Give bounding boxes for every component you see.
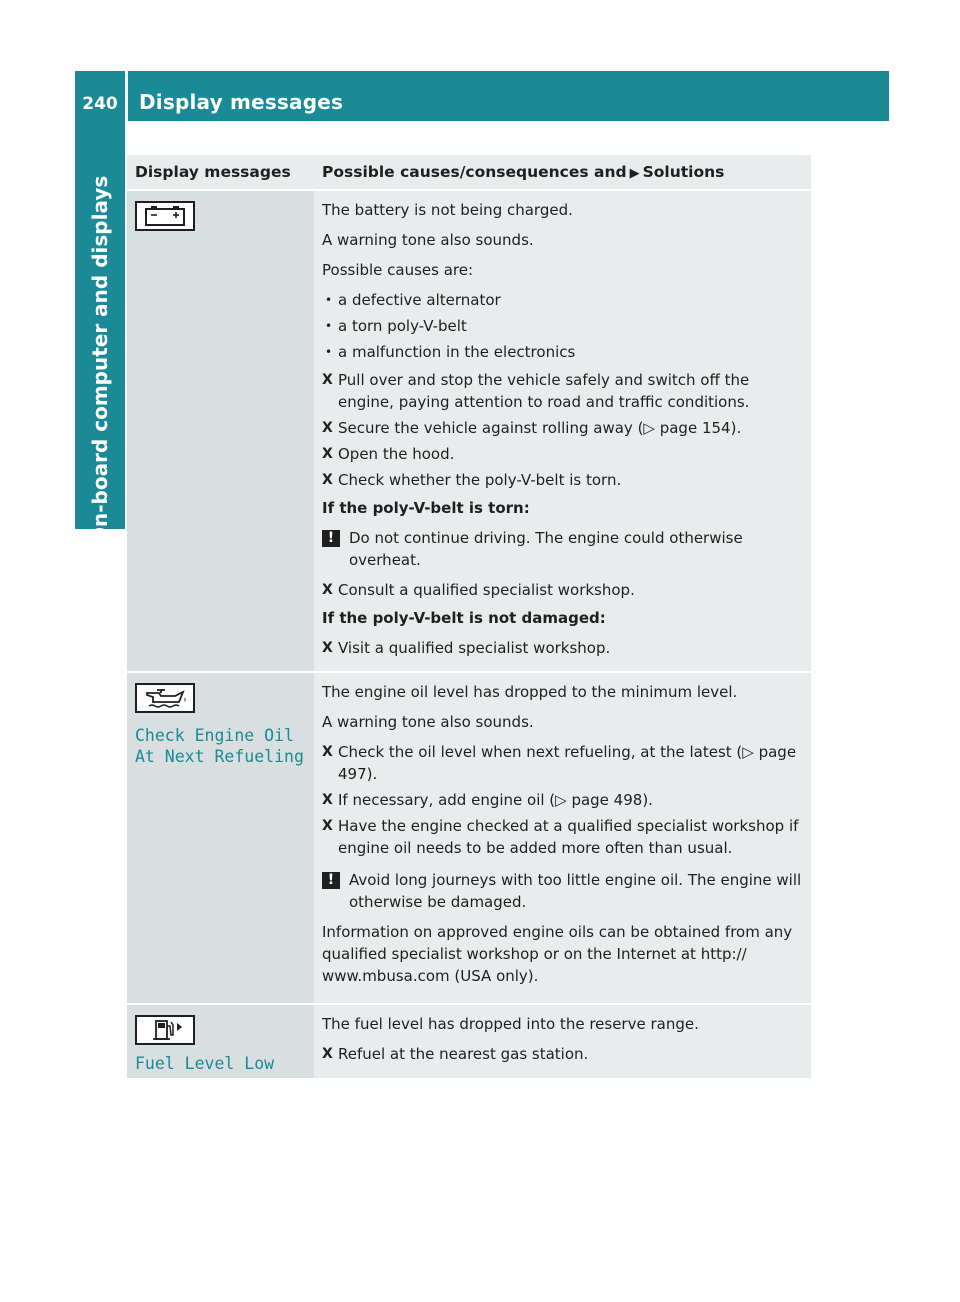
action-step: X Open the hood. bbox=[322, 443, 803, 465]
table-row bbox=[127, 672, 811, 1004]
list-item: • a malfunction in the electronics bbox=[322, 341, 803, 363]
action-step: X Pull over and stop the vehicle safely and switch off the engine, paying attention to road and traffic conditions. bbox=[322, 369, 803, 413]
column-header-messages: Display messages bbox=[127, 155, 314, 190]
message-cell bbox=[127, 1004, 314, 1078]
oil-can-icon bbox=[135, 683, 195, 713]
condition-heading: If the poly-V-belt is torn: bbox=[322, 499, 530, 517]
fuel-pump-icon bbox=[135, 1015, 195, 1045]
action-step: X Refuel at the nearest gas station. bbox=[322, 1043, 803, 1065]
action-step: X Visit a qualified specialist workshop. bbox=[322, 637, 803, 659]
list-item: • a torn poly-V-belt bbox=[322, 315, 803, 337]
warning-icon: ! bbox=[322, 530, 340, 547]
battery-icon bbox=[135, 201, 195, 231]
action-step: X Check the oil level when next refueling, at the latest (▷ page 497). bbox=[322, 741, 803, 785]
action-step: X Have the engine checked at a qualified specialist workshop if engine oil needs to be added more often than usual. bbox=[322, 815, 803, 859]
display-text: Fuel Level Low bbox=[135, 1054, 275, 1073]
table-header-row bbox=[127, 155, 811, 190]
solution-cell: The engine oil level has dropped to the minimum level. A warning tone also sounds. X Check the oil level when next refueling, at the latest (▷ page 497). X If necessary, add engine oil (▷ page 498). X Have the engine checked at a qualified specialist workshop if engine oil needs to be added more often than usual. ! Avoid long journeys with too little engine oil. The engine will otherwise be damaged. Information on approved engine oils can be obtained from any qualified specialist workshop or on the Internet at http:// www.mbusa.com (USA only). bbox=[314, 672, 811, 1004]
message-cell bbox=[127, 190, 314, 672]
page-title: Display messages bbox=[139, 90, 344, 114]
display-text: Check Engine Oil At Next Refueling bbox=[135, 726, 304, 766]
table-row bbox=[127, 1004, 811, 1078]
column-header-solutions: Possible causes/consequences and ▶ Solutions bbox=[314, 155, 811, 190]
list-item: • a defective alternator bbox=[322, 289, 803, 311]
side-tab bbox=[75, 71, 125, 544]
action-step: X Consult a qualified specialist workshop. bbox=[322, 579, 803, 601]
solution-cell: The fuel level has dropped into the reserve range. X Refuel at the nearest gas station. bbox=[314, 1004, 811, 1078]
arrow-right-icon: ▶ bbox=[629, 166, 640, 181]
page-number: 240 bbox=[82, 94, 118, 114]
solution-cell: The battery is not being charged. A warning tone also sounds. Possible causes are: • a defective alternator • a torn poly-V-belt • a malfunction in the electronics X Pull over and stop the vehicle safely and switch off the engine, paying attention to road and traffic conditions. X Secure the vehicle against rolling away (▷ page 154). X Open the hood. X Check whether the poly-V-belt is torn. If the poly-V-belt is torn: ! Do not continue driving. The engine could otherwise overheat. X Consult a qualified specialist workshop. If the poly-V-belt is not damaged: X Visit a qualified specialist workshop. bbox=[314, 190, 811, 672]
warning-icon: ! bbox=[322, 872, 340, 889]
message-cell bbox=[127, 672, 314, 1004]
condition-heading: If the poly-V-belt is not damaged: bbox=[322, 609, 606, 627]
warning-note: ! Avoid long journeys with too little engine oil. The engine will otherwise be damaged. bbox=[322, 869, 803, 913]
action-step: X If necessary, add engine oil (▷ page 498). bbox=[322, 789, 803, 811]
display-messages-table bbox=[127, 155, 811, 1078]
table-row bbox=[127, 190, 811, 672]
chapter-title: On-board computer and displays bbox=[88, 175, 112, 544]
warning-note: ! Do not continue driving. The engine could otherwise overheat. bbox=[322, 527, 803, 571]
header-bar bbox=[128, 71, 889, 121]
action-step: X Secure the vehicle against rolling away (▷ page 154). bbox=[322, 417, 803, 439]
action-step: X Check whether the poly-V-belt is torn. bbox=[322, 469, 803, 491]
